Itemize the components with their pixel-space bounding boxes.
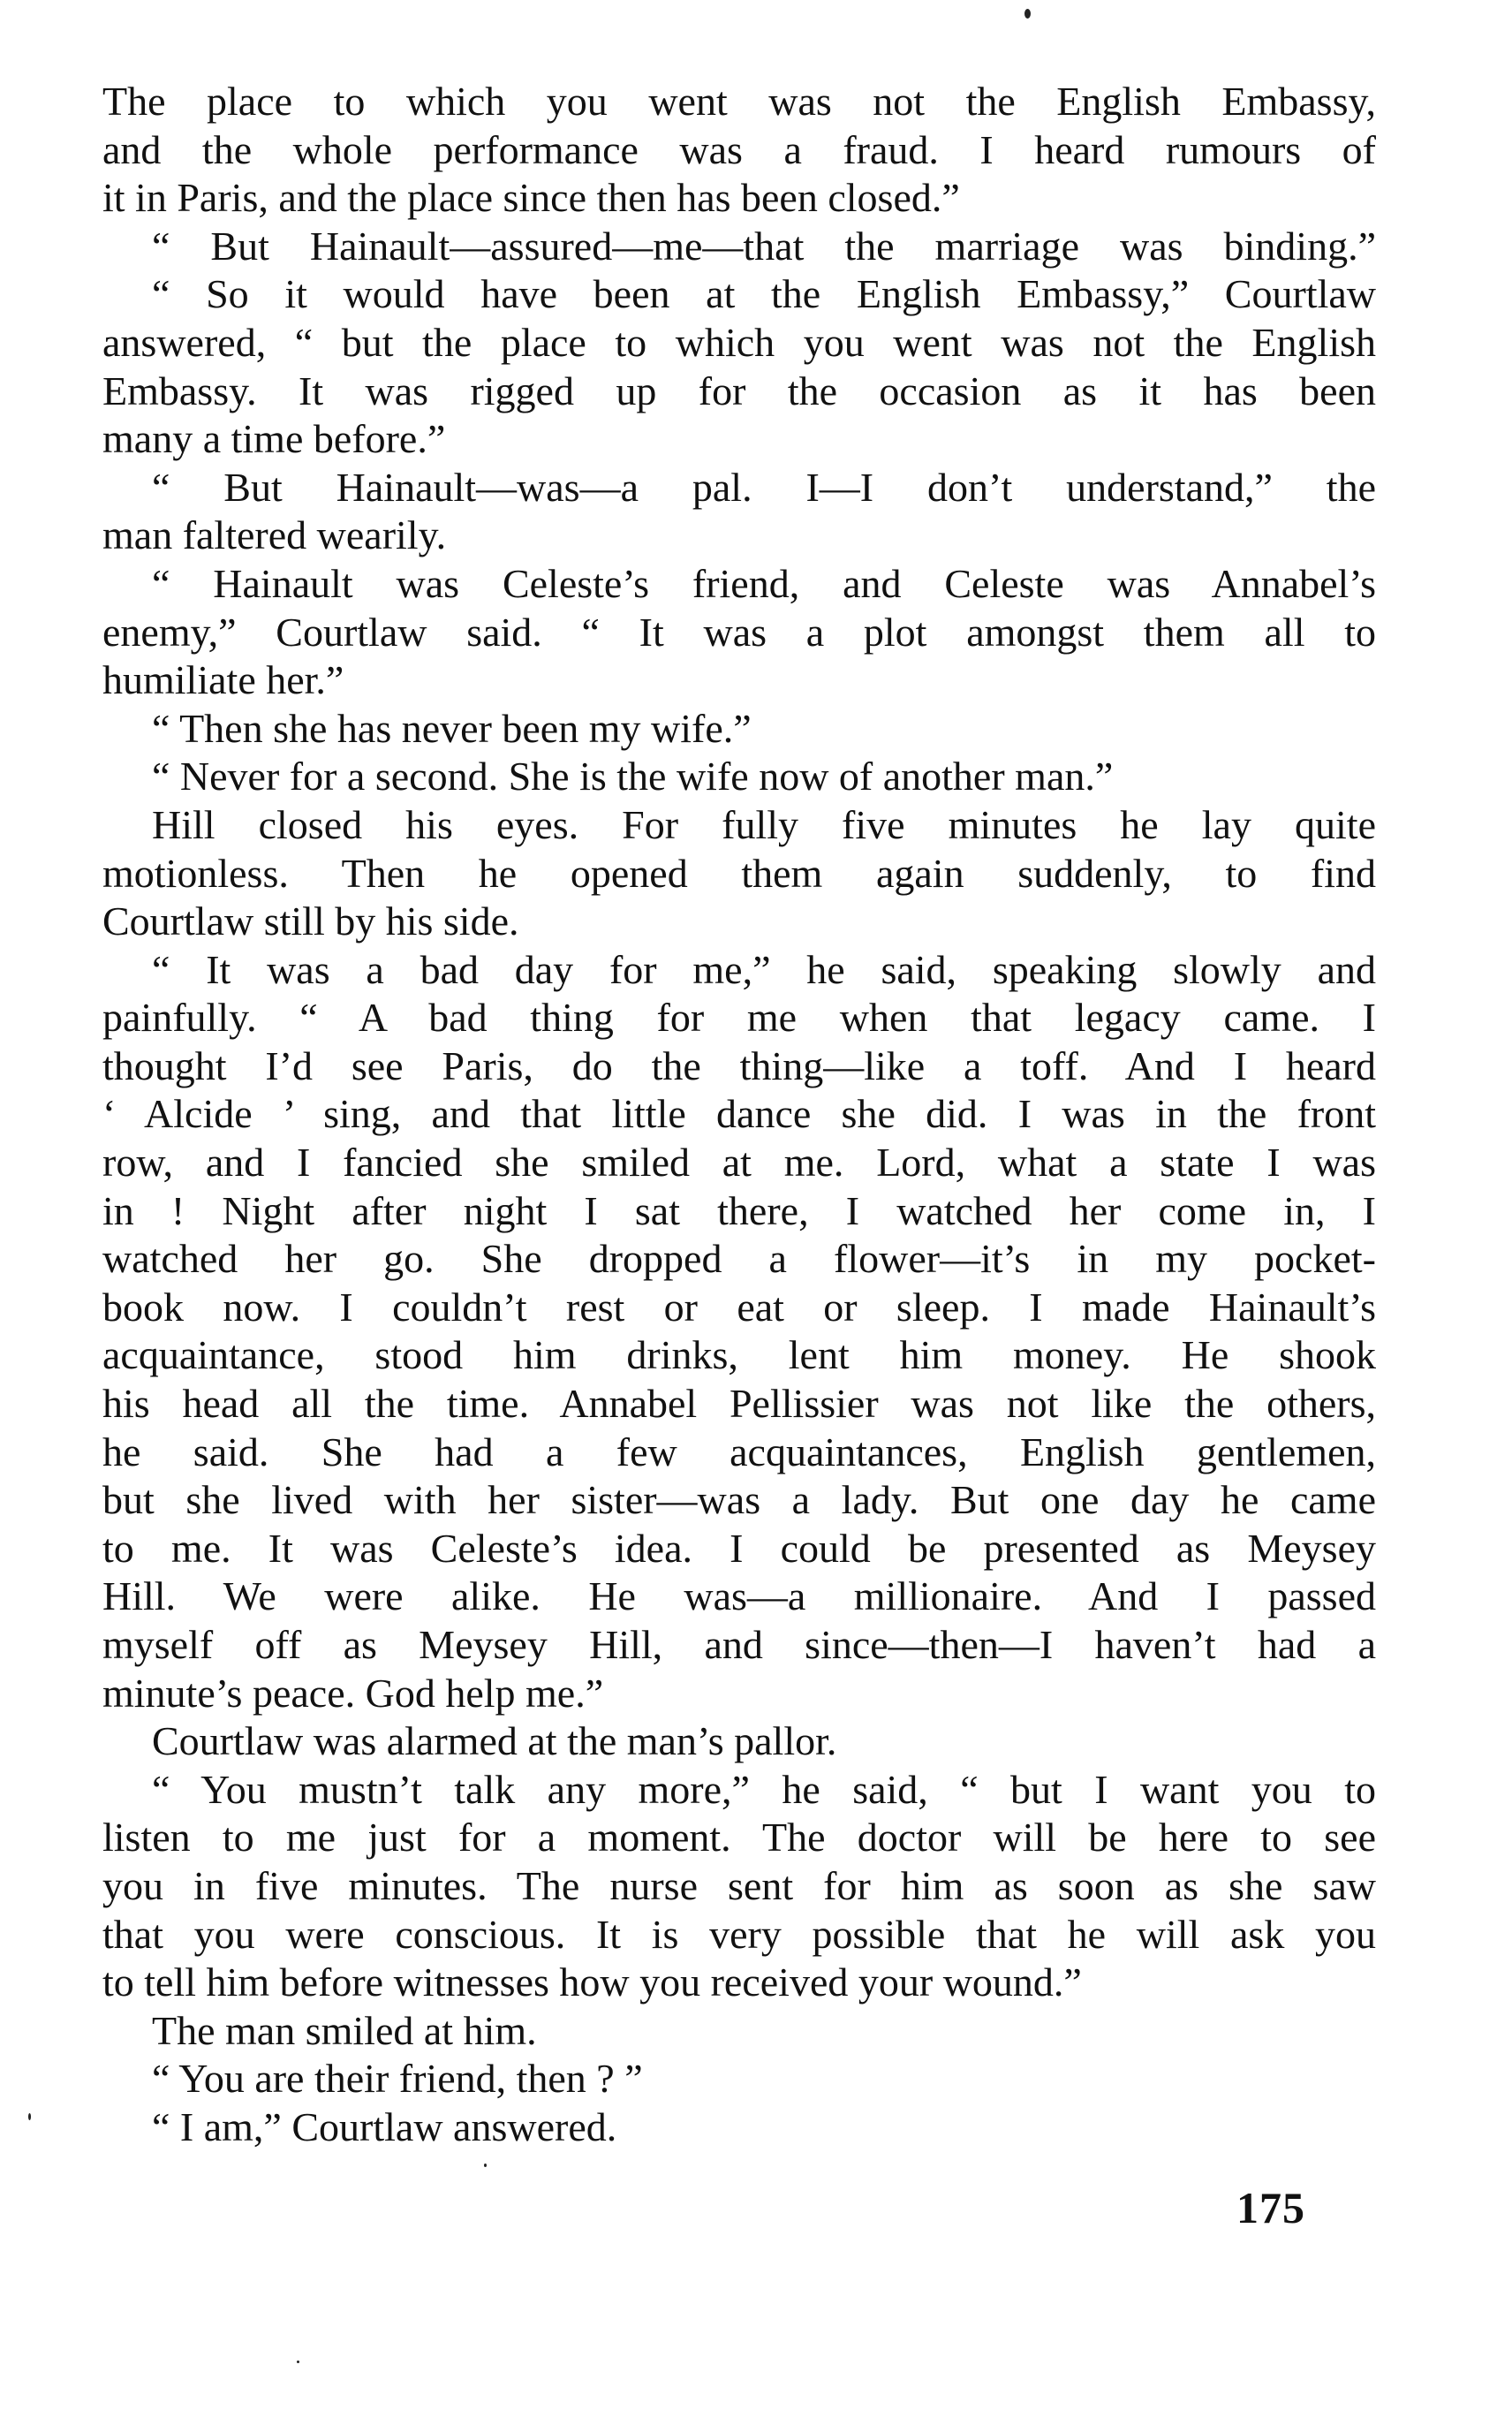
text-line: Courtlaw was alarmed at the man’s pallor. xyxy=(152,1718,837,1764)
text-line: answered, “ but the place to which you went was not the English xyxy=(102,319,1376,365)
text-line: book now. I couldn’t rest or eat or sleep. I made Hainault’s xyxy=(102,1284,1376,1330)
text-line: “ Never for a second. She is the wife now of another man.” xyxy=(152,754,1114,800)
text-line: in ! Night after night I sat there, I watched her come in, I xyxy=(102,1187,1376,1233)
text-line: “ But Hainault—was—a pal. I—I don’t understand,” the xyxy=(152,464,1376,510)
text-line: many a time before.” xyxy=(102,416,446,462)
text-line: minute’s peace. God help me.” xyxy=(102,1670,604,1716)
text-line: “ You mustn’t talk any more,” he said, “ but I want you to xyxy=(152,1766,1376,1812)
text-line: humiliate her.” xyxy=(102,657,344,703)
text-line: acquaintance, stood him drinks, lent him money. He shook xyxy=(102,1332,1376,1378)
body-text xyxy=(102,78,1376,2152)
text-line: you in five minutes. The nurse sent for him as soon as she saw xyxy=(102,1862,1376,1908)
text-line: that you were conscious. It is very possible that he will ask you xyxy=(102,1911,1376,1957)
text-line: man faltered wearily. xyxy=(102,512,447,558)
text-line: but she lived with her sister—was a lady. But one day he came xyxy=(102,1477,1376,1523)
text-line: painfully. “ A bad thing for me when that legacy came. I xyxy=(102,995,1376,1041)
text-line: motionless. Then he opened them again suddenly, to find xyxy=(102,850,1376,896)
text-line: The place to which you went was not the English Embassy, xyxy=(102,79,1376,124)
text-line: Hill closed his eyes. For fully five minutes he lay quite xyxy=(152,801,1376,847)
text-line: watched her go. She dropped a flower—it’s in my pocket- xyxy=(102,1236,1376,1282)
text-line: “ So it would have been at the English Embassy,” Courtlaw xyxy=(152,271,1376,317)
text-line: he said. She had a few acquaintances, English gentlemen, xyxy=(102,1429,1376,1474)
text-line: ‘ Alcide ’ sing, and that little dance she did. I was in the front xyxy=(102,1091,1376,1137)
text-line: row, and I fancied she smiled at me. Lord, what a state I was xyxy=(102,1140,1376,1186)
text-line: enemy,” Courtlaw said. “ It was a plot amongst them all to xyxy=(102,609,1376,655)
text-line: “ You are their friend, then ? ” xyxy=(152,2056,643,2102)
page-number: 175 xyxy=(1236,2183,1305,2232)
text-line: “ Hainault was Celeste’s friend, and Celeste was Annabel’s xyxy=(152,560,1376,606)
text-line: myself off as Meysey Hill, and since—then—I haven’t had a xyxy=(102,1622,1376,1667)
ink-speck xyxy=(1024,9,1031,19)
text-line: thought I’d see Paris, do the thing—like a toff. And I heard xyxy=(102,1042,1376,1088)
text-line: his head all the time. Annabel Pellissier was not like the others, xyxy=(102,1381,1376,1427)
ink-speck xyxy=(28,2113,31,2120)
text-line: “ Then she has never been my wife.” xyxy=(152,705,752,751)
ink-speck xyxy=(484,2164,487,2167)
text-line: to tell him before witnesses how you received your wound.” xyxy=(102,1959,1082,2005)
ink-speck xyxy=(297,2361,299,2363)
text-line: to me. It was Celeste’s idea. I could be presented as Meysey xyxy=(102,1525,1376,1571)
text-line: listen to me just for a moment. The doctor will be here to see xyxy=(102,1815,1376,1861)
text-line: “ But Hainault—assured—me—that the marriage was binding.” xyxy=(152,223,1376,269)
text-line: Hill. We were alike. He was—a millionaire. And I passed xyxy=(102,1573,1376,1619)
text-line: “ It was a bad day for me,” he said, speaking slowly and xyxy=(152,946,1376,992)
text-line: The man smiled at him. xyxy=(152,2007,537,2053)
text-line: Embassy. It was rigged up for the occasion as it has been xyxy=(102,368,1376,413)
text-line: and the whole performance was a fraud. I heard rumours of xyxy=(102,126,1376,172)
text-line: Courtlaw still by his side. xyxy=(102,898,519,944)
text-line: it in Paris, and the place since then has been closed.” xyxy=(102,175,960,221)
text-line: “ I am,” Courtlaw answered. xyxy=(152,2103,617,2149)
